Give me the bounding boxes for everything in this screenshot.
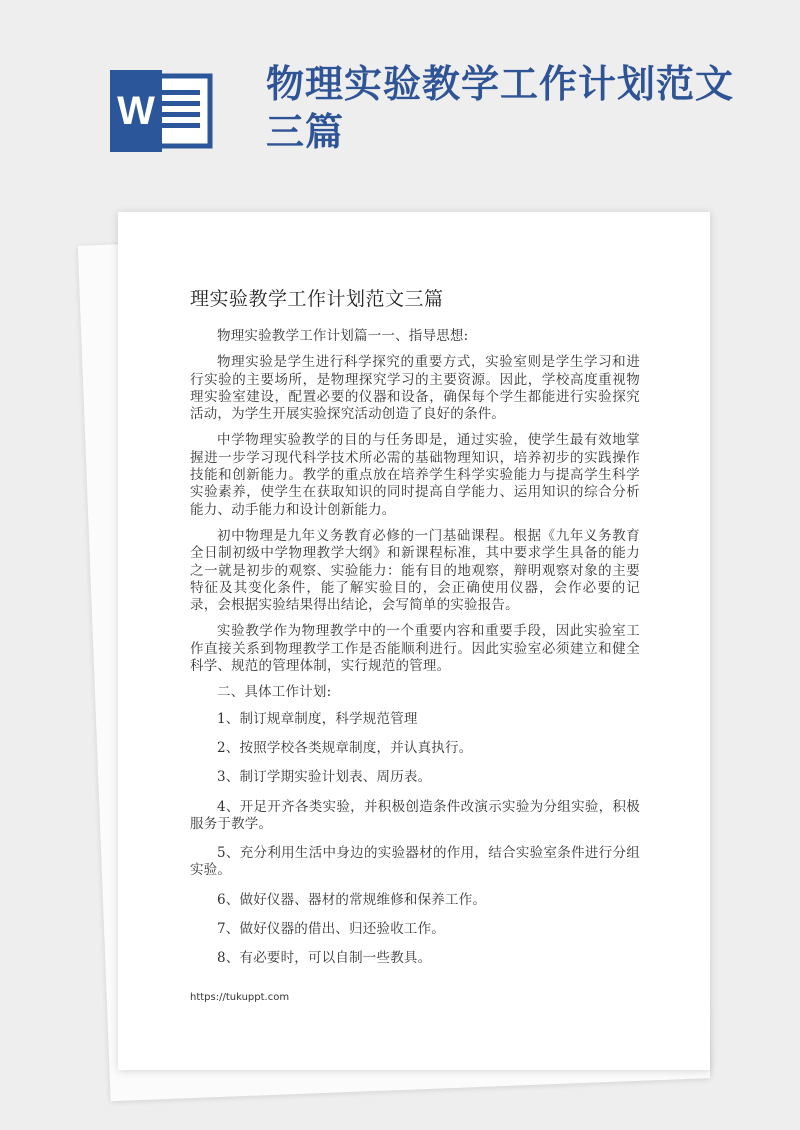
list-item: 7、做好仪器的借出、归还验收工作。: [217, 921, 445, 938]
list-item: 3、制订学期实验计划表、周历表。: [217, 769, 432, 786]
paragraph-section-one: 物理实验教学工作计划篇一一、指导思想:: [217, 328, 469, 344]
list-item: 1、制订规章制度，科学规范管理: [217, 710, 418, 727]
list-item: 5、充分利用生活中身边的实验器材的作用，结合实验室条件进行分组实验。: [190, 845, 640, 879]
document-body: [190, 328, 640, 980]
list-item: 4、开足开齐各类实验，并积极创造条件改演示实验为分组实验，积极服务于教学。: [190, 798, 640, 832]
section-heading-plan: 二、具体工作计划:: [217, 684, 332, 701]
list-item: 6、做好仪器、器材的常规维修和保养工作。: [217, 891, 487, 908]
footer-url: https://tukuppt.com: [190, 992, 290, 1003]
document-title: 理实验教学工作计划范文三篇: [190, 288, 444, 310]
list-item: 8、有必要时，可以自制一些教具。: [217, 950, 432, 967]
document-page: [118, 212, 710, 1070]
paragraph: 初中物理是九年义务教育必修的一门基础课程。根据《九年义务教育全日制初级中学物理教学大纲》和新课程标准，其中要求学生具备的能力之一就是初步的观察、实验能力：能有目的地观察，辩明观察对象的主要特征及其变化条件，能了解实验目的，会正确使用仪器，会作必要的记录，会根据实验结果得出结论，会写简单的实验报告。: [190, 527, 640, 614]
page-title: 物理实验教学工作计划范文三篇: [266, 62, 735, 154]
word-document-icon: [110, 70, 214, 152]
list-item: 2、按照学校各类规章制度，并认真执行。: [217, 739, 473, 756]
word-icon-letter: W: [117, 89, 155, 133]
paragraph: 中学物理实验教学的目的与任务即是，通过实验，使学生最有效地掌握进一步学习现代科学技术所必需的基础物理知识，培养初步的实践操作技能和创新能力。教学的重点放在培养学生科学实验能力与提高学生科学实验素养，使学生在获取知识的同时提高自学能力、运用知识的综合分析能力、动手能力和设计创新能力。: [190, 432, 640, 518]
paragraph: 实验教学作为物理教学中的一个重要内容和重要手段，因此实验室工作直接关系到物理教学工作是否能顺利进行。因此实验室必须建立和健全科学、规范的管理体制，实行规范的管理。: [190, 623, 640, 675]
paragraph: 物理实验是学生进行科学探究的重要方式，实验室则是学生学习和进行实验的主要场所，是物理探究学习的主要资源。因此，学校高度重视物理实验室建设，配置必要的仪器和设备，确保每个学生都能进行实验探究活动，为学生开展实验探究活动创造了良好的条件。: [190, 354, 640, 423]
